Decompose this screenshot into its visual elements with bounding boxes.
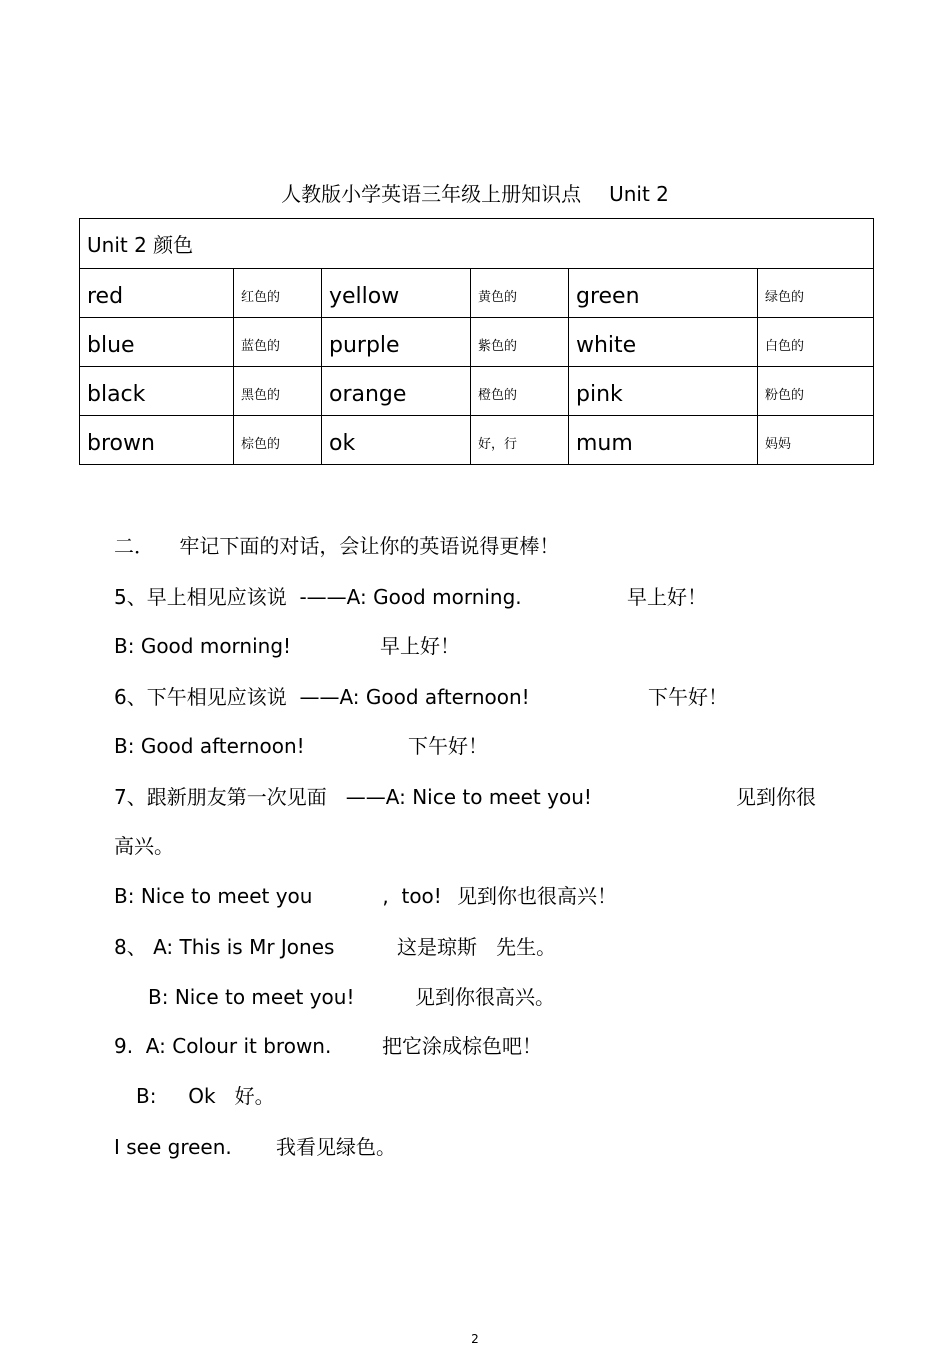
dialogue-line-en: B: Good afternoon! (114, 734, 305, 758)
dialogue-line-en: 9. A: Colour it brown. (114, 1034, 332, 1058)
dialogue-line-zh: 早上好！ (627, 585, 707, 609)
word-en: mum (569, 416, 758, 465)
dialogue-line-zh: 早上好！ (380, 634, 460, 658)
word-en: yellow (322, 269, 471, 318)
table-row (80, 318, 874, 367)
word-zh: 蓝色的 (234, 318, 322, 367)
dialogue-line-en: 8、 A: This is Mr Jones (114, 935, 335, 959)
dialogue-line-zh: 见到你也很高兴！ (457, 884, 617, 908)
title-main: 人教版小学英语三年级上册知识点 (281, 182, 582, 206)
dialogue-line-zh: 我看见绿色。 (276, 1135, 396, 1159)
dialogue-line-en: B: Nice to meet you , too! (114, 884, 442, 908)
table-header: Unit 2 颜色 (80, 219, 874, 269)
word-zh: 白色的 (758, 318, 874, 367)
dialogue-line-zh: 见到你很高兴。 (415, 985, 555, 1009)
word-en: ok (322, 416, 471, 465)
word-zh: 红色的 (234, 269, 322, 318)
word-zh: 橙色的 (471, 367, 569, 416)
word-en: black (80, 367, 234, 416)
word-en: purple (322, 318, 471, 367)
page-number: 2 (471, 1332, 479, 1346)
dialogue-line-zh: 下午好！ (648, 685, 728, 709)
word-zh: 粉色的 (758, 367, 874, 416)
word-zh: 黄色的 (471, 269, 569, 318)
table-header-row (80, 219, 874, 269)
dialogue-line-en: 5、早上相见应该说 -——A: Good morning. (114, 585, 522, 609)
word-en: green (569, 269, 758, 318)
vocab-table (79, 218, 874, 465)
word-en: pink (569, 367, 758, 416)
dialogue-line-en: B: Good morning! (114, 634, 292, 658)
table-row (80, 416, 874, 465)
word-zh: 棕色的 (234, 416, 322, 465)
word-en: red (80, 269, 234, 318)
dialogue-line-zh: 下午好！ (408, 734, 488, 758)
word-en: brown (80, 416, 234, 465)
word-zh: 黑色的 (234, 367, 322, 416)
word-en: blue (80, 318, 234, 367)
dialogue-line-zh: 高兴。 (114, 834, 174, 858)
dialogue-line-zh: 把它涂成棕色吧！ (382, 1034, 542, 1058)
dialogue-line-en: 7、跟新朋友第一次见面 ——A: Nice to meet you! (114, 785, 592, 809)
word-zh: 紫色的 (471, 318, 569, 367)
page-title (0, 178, 950, 207)
dialogue-line-en: B: Nice to meet you! (148, 985, 355, 1009)
table-row (80, 269, 874, 318)
word-en: white (569, 318, 758, 367)
word-zh: 好，行 (471, 416, 569, 465)
dialogue-line-zh: 这是琼斯 先生。 (397, 935, 557, 959)
word-zh: 绿色的 (758, 269, 874, 318)
section-heading: 二． 牢记下面的对话，会让你的英语说得更棒！ (114, 534, 560, 558)
word-zh: 妈妈 (758, 416, 874, 465)
table-row (80, 367, 874, 416)
dialogue-line-zh: 见到你很 (736, 785, 816, 809)
title-unit: Unit 2 (609, 182, 669, 206)
word-en: orange (322, 367, 471, 416)
dialogue-line-en: 6、下午相见应该说 ——A: Good afternoon! (114, 685, 530, 709)
dialogue-line-en: B: Ok 好。 (136, 1084, 275, 1108)
dialogue-line-en: I see green. (114, 1135, 232, 1159)
